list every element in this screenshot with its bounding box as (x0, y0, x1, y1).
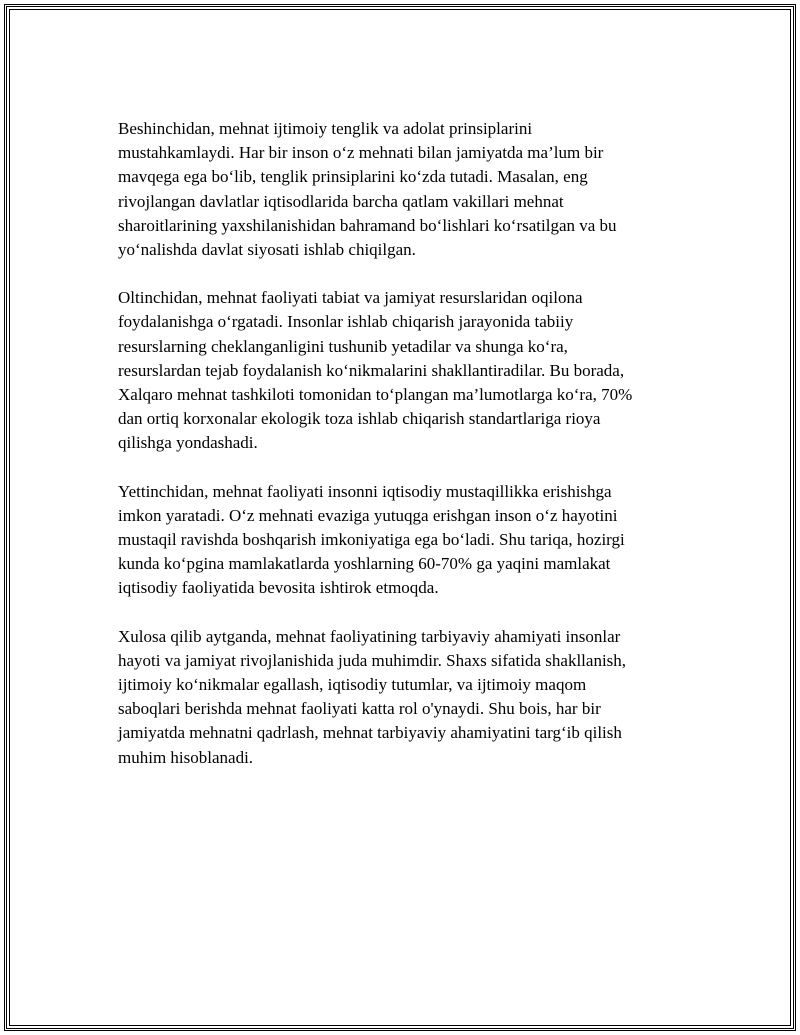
document-body (118, 117, 682, 794)
paragraph-oltinchidan: Oltinchidan, mehnat faoliyati tabiat va jamiyat resurslaridan oqilona foydalanishga o‘rgatadi. Insonlar ishlab chiqarish jarayonida tabiiy resurslarning cheklanganligini tushunib yetadilar va shunga ko‘ra, resurslardan tejab foydalanish ko‘nikmalarini shakllantiradilar. Bu borada, Xalqaro mehnat tashkiloti tomonidan to‘plangan ma’lumotlarga ko‘ra, 70% dan ortiq korxonalar ekologik toza ishlab chiqarish standartlariga rioya qilishga yondashadi. (118, 288, 633, 453)
paragraph-yettinchidan: Yettinchidan, mehnat faoliyati insonni iqtisodiy mustaqillikka erishishga imkon yaratadi. O‘z mehnati evaziga yutuqga erishgan inson o‘z hayotini mustaqil ravishda boshqarish imkoniyatiga ega bo‘ladi. Shu tariqa, hozirgi kunda ko‘pgina mamlakatlarda yoshlarning 60-70% ga yaqini mamlakat iqtisodiy faoliyatida bevosita ishtirok etmoqda. (118, 481, 625, 598)
paragraph-xulosa: Xulosa qilib aytganda, mehnat faoliyatining tarbiyaviy ahamiyati insonlar hayoti va jamiyat rivojlanishida juda muhimdir. Shaxs sifatida shakllanish, ijtimoiy ko‘nikmalar egallash, iqtisodiy tutumlar, va ijtimoiy maqom saboqlari berishda mehnat faoliyati katta rol o'ynaydi. Shu bois, har bir jamiyatda mehnatni qadrlash, mehnat tarbiyaviy ahamiyatini targ‘ib qilish muhim hisoblanadi. (118, 626, 627, 767)
paragraph-beshinchidan: Beshinchidan, mehnat ijtimoiy tenglik va adolat prinsiplarini mustahkamlaydi. Har bir inson o‘z mehnati bilan jamiyatda ma’lum bir mavqega ega bo‘lib, tenglik prinsiplarini ko‘zda tutadi. Masalan, eng rivojlangan davlatlar iqtisodlarida barcha qatlam vakillari mehnat sharoitlarining yaxshilanishidan bahramand bo‘lishlari ko‘rsatilgan va bu yo‘nalishda davlat siyosati ishlab chiqilgan. (118, 119, 617, 260)
